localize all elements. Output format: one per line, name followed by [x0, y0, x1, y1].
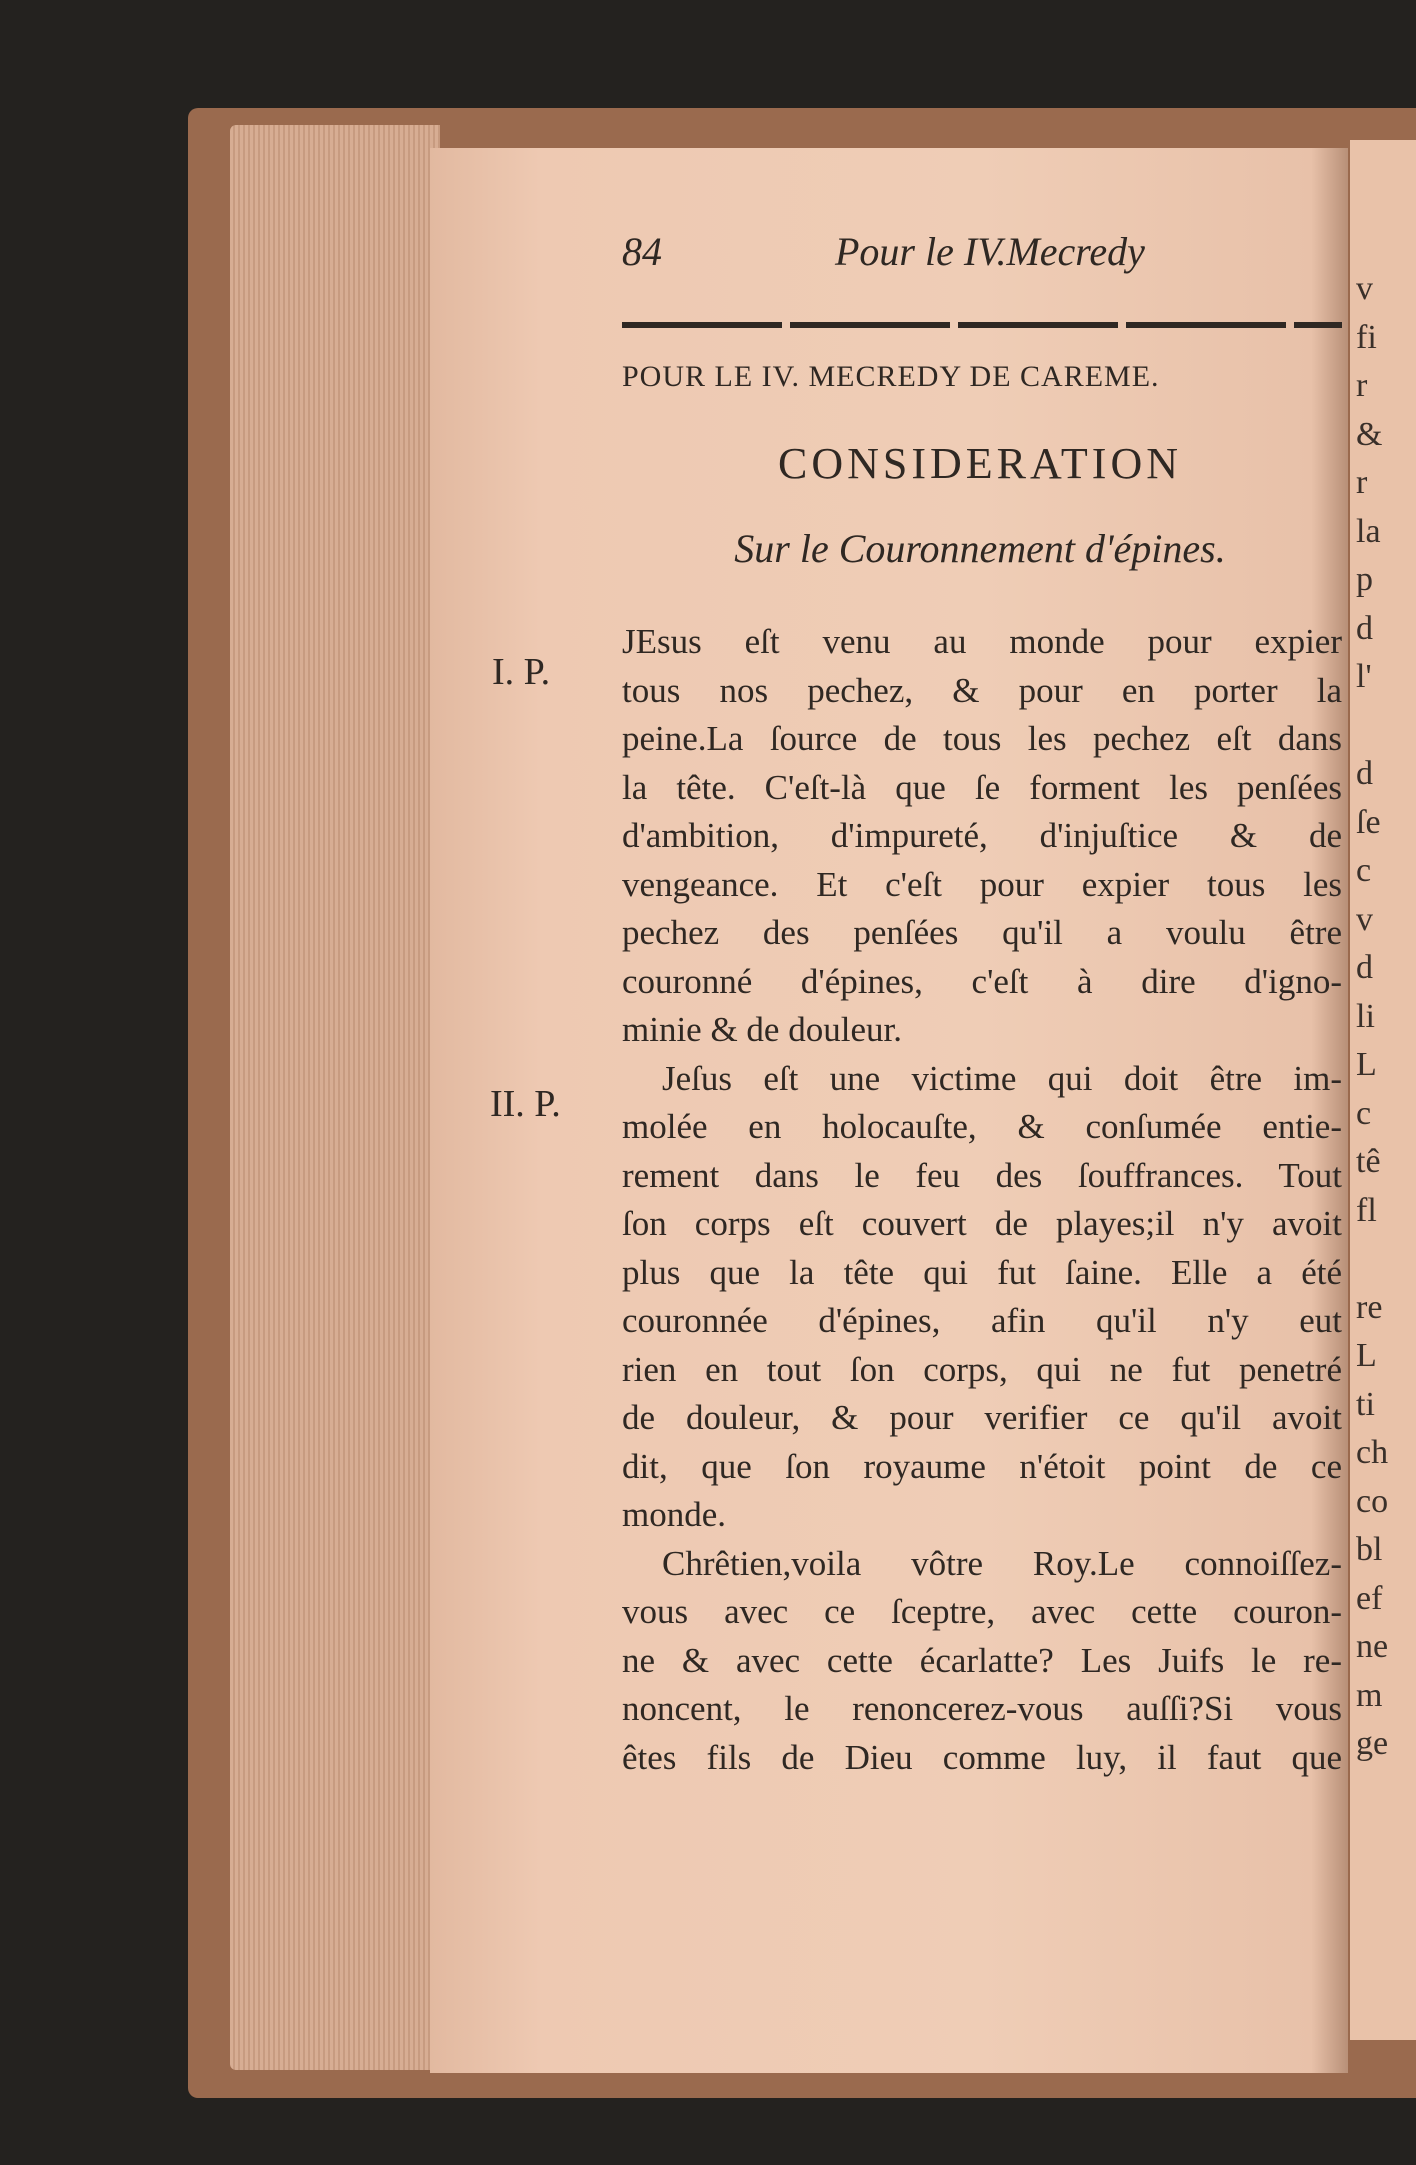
facing-page-fragment: v: [1356, 270, 1373, 307]
facing-page-fragment: tê: [1356, 1143, 1381, 1180]
text-line: tous nos pechez, & pour en porter la: [622, 670, 1342, 710]
text-line: monde.: [622, 1495, 727, 1534]
facing-page-fragment: li: [1356, 997, 1375, 1035]
facing-page-fragment: bl: [1356, 1531, 1383, 1568]
facing-page-fragment: L: [1356, 1046, 1377, 1083]
facing-page-fragment: d: [1356, 755, 1373, 792]
text-line: ne & avec cette écarlatte? Les Juifs le re-: [622, 1640, 1342, 1680]
facing-page-fragment: &: [1356, 415, 1383, 453]
margin-note-1: I. P.: [492, 651, 551, 693]
body-text: [622, 618, 1342, 1782]
text-line: la tête. C'eſt-là que ſe forment les penſées: [622, 767, 1342, 807]
text-line: couronnée d'épines, afin qu'il n'y eut: [622, 1301, 1342, 1340]
running-title: Pour le IV.Mecredy: [835, 229, 1145, 274]
text-line: de douleur, & pour verifier ce qu'il avoit: [622, 1398, 1342, 1437]
page-edges: [230, 125, 440, 2070]
facing-page-fragment: l': [1356, 658, 1372, 695]
facing-page-fragment: c: [1356, 852, 1372, 889]
text-line: noncent, le renoncerez-vous auſſi?Si vous: [622, 1689, 1342, 1728]
facing-page-fragment: v: [1356, 900, 1373, 938]
facing-page-fragment: la: [1356, 512, 1381, 550]
text-line: ſon corps eſt couvert de playes;il n'y avoit: [622, 1204, 1342, 1243]
facing-page-fragment: d: [1356, 949, 1373, 986]
subheading: Sur le Couronnement d'épines.: [734, 526, 1226, 571]
facing-page-fragment: p: [1356, 561, 1373, 598]
facing-page-fragment: ne: [1356, 1628, 1389, 1665]
facing-page-fragment: re: [1356, 1288, 1383, 1326]
text-line: rement dans le feu des ſouffrances. Tout: [622, 1155, 1342, 1195]
text-line: molée en holocauſte, & conſumée entie-: [622, 1107, 1342, 1146]
facing-page: [1350, 140, 1416, 2040]
text-line: êtes fils de Dieu comme luy, il faut que: [622, 1737, 1342, 1777]
facing-page-fragment: ſe: [1356, 803, 1381, 841]
margin-note-2: II. P.: [490, 1083, 561, 1125]
text-line: plus que la tête qui fut ſaine. Elle a été: [622, 1252, 1342, 1292]
text-line: vous avec ce ſceptre, avec cette couron-: [622, 1592, 1342, 1631]
text-line: peine.La ſource de tous les pechez eſt dans: [622, 719, 1342, 758]
section-title: POUR LE IV. MECREDY DE CAREME.: [622, 360, 1160, 393]
facing-page-fragment: r: [1356, 367, 1368, 404]
facing-page-fragment: fi: [1356, 318, 1377, 356]
text-line: couronné d'épines, c'eſt à dire d'igno-: [622, 961, 1342, 1001]
facing-page-fragment: m: [1356, 1676, 1383, 1714]
text-line: rien en tout ſon corps, qui ne fut penetré: [622, 1349, 1342, 1389]
text-line: Jeſus eſt une victime qui doit être im-: [662, 1058, 1342, 1098]
header-rule: [622, 322, 1342, 328]
text-line: vengeance. Et c'eſt pour expier tous les: [622, 864, 1342, 904]
text-line: pechez des penſées qu'il a voulu être: [622, 913, 1342, 952]
facing-page-fragment: r: [1356, 464, 1368, 501]
facing-page-fragment: ti: [1356, 1385, 1375, 1423]
facing-page-fragment: c: [1356, 1094, 1372, 1132]
page-number: 84: [622, 229, 662, 274]
text-line: dit, que ſon royaume n'étoit point de ce: [622, 1446, 1342, 1486]
text-line: Chrêtien,voila vôtre Roy.Le connoiſſez-: [662, 1543, 1342, 1583]
facing-page-fragment: L: [1356, 1337, 1377, 1374]
facing-page-fragment: ch: [1356, 1434, 1389, 1471]
facing-page-fragment: fl: [1356, 1191, 1377, 1229]
text-line: JEsus eſt venu au monde pour expier: [622, 622, 1342, 661]
heading: CONSIDERATION: [778, 439, 1182, 488]
facing-page-fragment: co: [1356, 1482, 1389, 1520]
facing-page-fragment: d: [1356, 609, 1373, 647]
text-line: d'ambition, d'impureté, d'injuſtice & de: [622, 816, 1342, 855]
facing-page-fragment: ge: [1356, 1725, 1389, 1762]
text-line: minie & de douleur.: [622, 1010, 902, 1049]
facing-page-fragment: ef: [1356, 1579, 1383, 1617]
